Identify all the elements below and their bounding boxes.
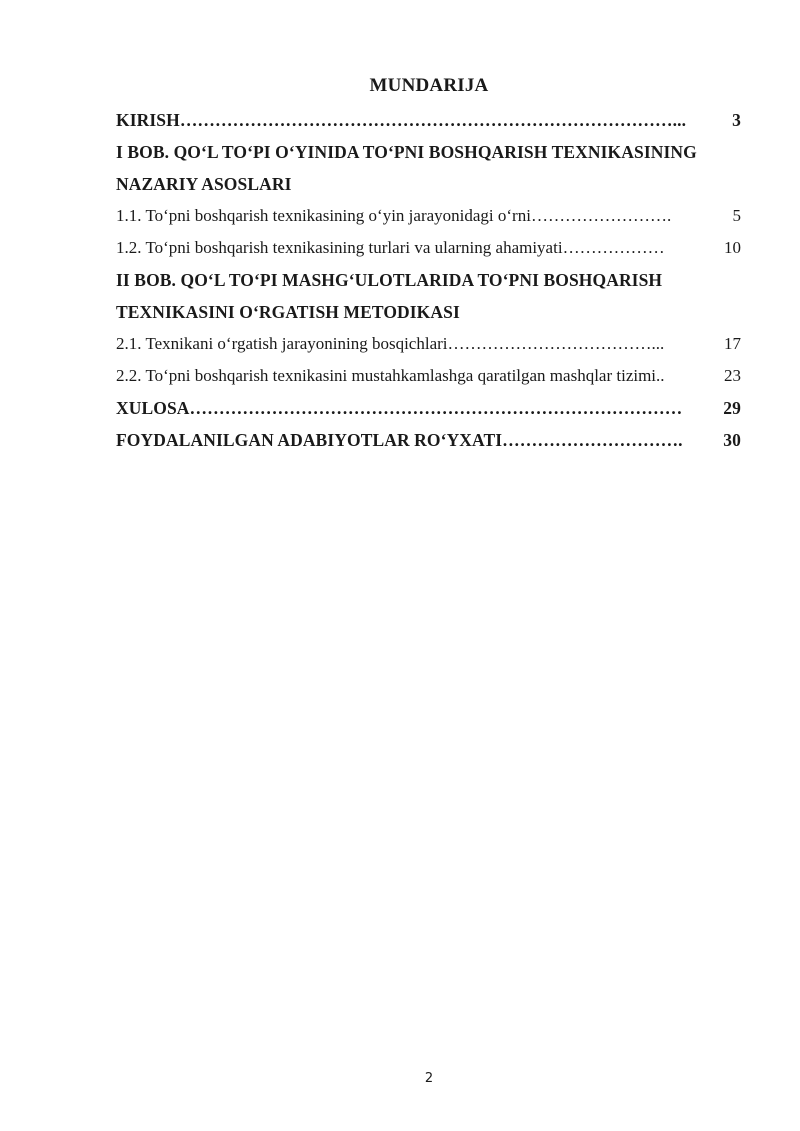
toc-entry-chapter-2-cont [116,296,741,328]
toc-leader-dots: ………………………………... [447,334,665,353]
toc-entry-kirish [116,104,741,136]
toc-leader-dots: .. [656,366,665,385]
page-number: 2 [424,1071,434,1086]
toc-entry-section-2-2 [116,360,741,392]
toc-leader-dots: …………………………. [502,430,683,450]
toc-entry-text: II BOB. QO‘L TO‘PI MASHG‘ULOTLARIDA TO‘PNI BOSHQARISH [116,270,663,290]
toc-leader-dots: …………………………………………………………………………... [179,110,687,130]
toc-entry-text: 2.1. Texnikani o‘rgatish jarayonining bosqichlari [116,334,448,353]
toc-entry-text: 1.1. To‘pni boshqarish texnikasining o‘yin jarayonidagi o‘rni [116,206,531,225]
toc-entry-text: XULOSA [116,398,190,418]
toc-entry-chapter-1-cont [116,168,741,200]
toc-entry-text: NAZARIY ASOSLARI [116,174,292,194]
toc-entry-text: FOYDALANILGAN ADABIYOTLAR RO‘YXATI [116,430,503,450]
toc-leader-dots: ………………………………………………………………………… [189,398,683,418]
toc-entry-text: 1.2. To‘pni boshqarish texnikasining turlari va ularning ahamiyati [116,238,563,257]
toc-entry-section-2-1 [116,328,741,360]
toc-entry-section-1-1 [116,200,741,232]
toc-entry-xulosa [116,392,741,424]
toc-page-number: 23 [724,366,741,385]
toc-page-number: 3 [732,110,741,130]
toc-page-number: 5 [732,206,741,225]
table-of-contents [116,104,741,456]
toc-entry-chapter-1 [116,136,741,168]
toc-entry-text: TEXNIKASINI O‘RGATISH METODIKASI [116,302,460,322]
toc-leader-dots: ……………… [562,238,665,257]
toc-entry-text: KIRISH [116,110,180,130]
toc-entry-section-1-2 [116,232,741,264]
toc-leader-dots: ……………………. [530,206,672,225]
toc-page-number: 17 [724,334,741,353]
toc-entry-text: 2.2. To‘pni boshqarish texnikasini mustahkamlashga qaratilgan mashqlar tizimi [116,366,657,385]
toc-page-number: 10 [724,238,741,257]
page-title: MUNDARIJA [369,75,489,96]
toc-page-number: 29 [723,398,741,418]
toc-entry-text: I BOB. QO‘L TO‘PI O‘YINIDA TO‘PNI BOSHQARISH TEXNIKASINING [116,142,697,162]
toc-entry-chapter-2 [116,264,741,296]
toc-entry-references [116,424,741,456]
toc-page-number: 30 [723,430,741,450]
